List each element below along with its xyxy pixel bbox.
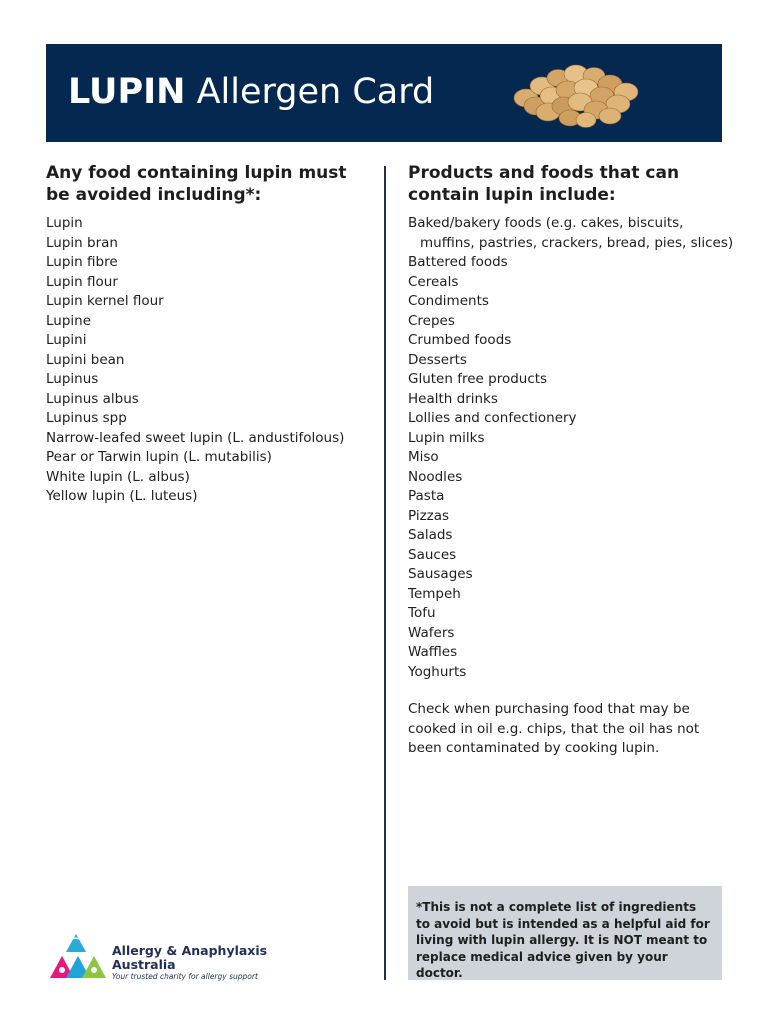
- list-item: Narrow-leafed sweet lupin (L. andustifolous): [46, 429, 345, 446]
- list-item: Waffles: [408, 644, 458, 660]
- list-item: Sausages: [408, 566, 473, 582]
- list-item: White lupin (L. albus): [46, 468, 190, 485]
- list-item: Lupinus spp: [46, 410, 127, 426]
- list-item: Tempeh: [408, 585, 461, 602]
- list-item: Lupin: [46, 215, 83, 231]
- list-item: Condiments: [408, 293, 489, 309]
- avoid-column: [46, 162, 368, 507]
- list-item: Lupin bran: [46, 234, 118, 251]
- oil-note: Check when purchasing food that may be cooked in oil e.g. chips, that the oil has not been contaminated by cooking lupin.: [408, 701, 700, 756]
- lupin-beans-icon: [506, 56, 646, 132]
- list-item: Battered foods: [408, 254, 508, 270]
- list-item: Sauces: [408, 546, 457, 563]
- avoid-heading: Any food containing lupin must be avoided including*:: [46, 163, 347, 205]
- list-item: Cereals: [408, 273, 459, 290]
- list-item: Lupini: [46, 332, 87, 348]
- list-item: Crumbed foods: [408, 332, 512, 348]
- products-list: [408, 214, 734, 682]
- list-item: Lupin milks: [408, 429, 485, 446]
- list-item: Lupine: [46, 312, 92, 329]
- list-item: Lupinus albus: [46, 390, 139, 407]
- list-item: Lupin fibre: [46, 254, 118, 270]
- list-item: Salads: [408, 527, 453, 543]
- list-item: Crepes: [408, 312, 455, 329]
- list-item: Pizzas: [408, 507, 450, 524]
- list-item-continuation: muffins, pastries, crackers, bread, pies, slices): [420, 234, 734, 251]
- title-rest: Allergen Card: [196, 72, 435, 112]
- list-item: Miso: [408, 449, 439, 465]
- products-column: [408, 162, 734, 759]
- list-item: Lupini bean: [46, 351, 125, 368]
- list-item: Yoghurts: [408, 663, 467, 680]
- list-item: Lollies and confectionery: [408, 410, 577, 426]
- page-title: [68, 70, 434, 114]
- list-item: Pasta: [408, 488, 445, 504]
- disclaimer-box: [408, 886, 722, 980]
- list-item: Lupin flour: [46, 273, 118, 290]
- list-item: Noodles: [408, 468, 463, 485]
- disclaimer-text: *This is not a complete list of ingredients to avoid but is intended as a helpful aid for living with lupin allergy. It is NOT meant to replace medical advice given by your doctor.: [416, 900, 710, 980]
- logo-name: [112, 944, 267, 972]
- list-item: Desserts: [408, 351, 467, 368]
- products-heading: Products and foods that can contain lupin include:: [408, 163, 680, 205]
- logo-tagline: Your trusted charity for allergy support: [112, 972, 258, 981]
- list-item: Pear or Tarwin lupin (L. mutabilis): [46, 449, 272, 465]
- list-item: Lupin kernel flour: [46, 293, 164, 309]
- header-banner: [46, 44, 722, 142]
- list-item: Health drinks: [408, 390, 498, 407]
- list-item: Yellow lupin (L. luteus): [46, 488, 198, 504]
- column-divider: [384, 166, 386, 980]
- list-item: Baked/bakery foods (e.g. cakes, biscuits,: [408, 215, 684, 231]
- list-item: Wafers: [408, 624, 455, 641]
- logo-name-line1: Allergy & Anaphylaxis: [112, 943, 268, 958]
- list-item: Gluten free products: [408, 371, 548, 387]
- organisation-logo: [48, 932, 288, 984]
- allergy-anaphylaxis-australia-logo: [48, 932, 108, 982]
- title-bold: LUPIN: [68, 72, 186, 112]
- list-item: Tofu: [408, 605, 436, 621]
- avoid-list: [46, 214, 368, 507]
- list-item: Lupinus: [46, 371, 99, 387]
- logo-name-line2: Australia: [112, 957, 176, 972]
